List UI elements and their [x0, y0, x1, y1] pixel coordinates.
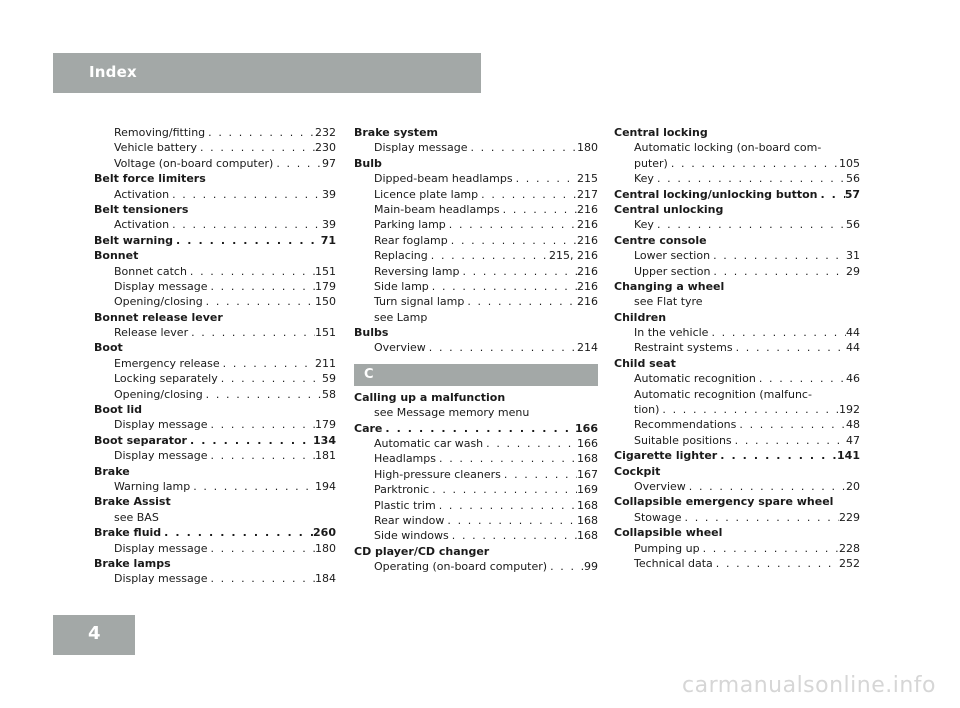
index-heading — [354, 544, 598, 559]
dot-leader — [429, 482, 577, 497]
entry-label: Technical data — [634, 556, 713, 570]
page-reference: 192 — [839, 403, 860, 417]
index-subentry — [354, 559, 598, 574]
dot-leader — [700, 541, 839, 556]
index-heading — [94, 171, 336, 186]
dot-leader — [467, 140, 577, 155]
index-subentry — [94, 125, 336, 140]
index-heading — [614, 202, 860, 217]
entry-label: Belt warning — [94, 233, 174, 247]
dot-leader — [444, 513, 577, 528]
dot-leader — [710, 264, 846, 279]
entry-label: Bonnet catch — [114, 264, 187, 278]
dot-leader — [436, 498, 577, 513]
dot-leader — [218, 371, 322, 386]
index-heading — [94, 433, 336, 448]
page-reference: 39 — [322, 218, 336, 232]
entry-label: Key — [634, 218, 654, 232]
index-subentry — [354, 436, 598, 451]
dot-leader — [220, 356, 315, 371]
entry-label: Brake Assist — [94, 495, 171, 509]
entry-label: tion) — [634, 403, 660, 417]
entry-label: Parking lamp — [374, 218, 446, 232]
page-reference: 216 — [577, 233, 598, 247]
index-heading — [94, 202, 336, 217]
page-reference: 230 — [315, 141, 336, 155]
entry-label: Automatic recognition — [634, 372, 756, 386]
index-subentry — [614, 541, 860, 556]
entry-label: Restraint systems — [634, 341, 733, 355]
index-subentry — [94, 325, 336, 340]
page-reference: 214 — [577, 341, 598, 355]
dot-leader — [429, 279, 577, 294]
page-reference: 168 — [577, 452, 598, 466]
index-heading — [614, 233, 860, 248]
page-reference: 59 — [322, 372, 336, 386]
dot-leader — [459, 264, 577, 279]
header-bar — [53, 53, 481, 93]
section-letter: C — [364, 366, 374, 382]
page-reference: 105 — [839, 156, 860, 170]
index-subentry — [614, 402, 860, 417]
dot-leader — [713, 556, 839, 571]
page-reference: 184 — [315, 572, 336, 586]
page-reference: 150 — [315, 295, 336, 309]
index-heading — [614, 448, 860, 463]
dot-leader — [736, 417, 846, 432]
index-subentry — [94, 479, 336, 494]
entry-label: puter) — [634, 156, 668, 170]
entry-label: Boot — [94, 341, 123, 355]
entry-label: Lower section — [634, 249, 711, 263]
index-subentry — [614, 140, 860, 155]
entry-label: Care — [354, 421, 383, 435]
page-reference: 141 — [837, 449, 860, 463]
dot-leader — [817, 187, 844, 202]
dot-leader — [478, 187, 577, 202]
entry-label: Brake — [94, 464, 130, 478]
entry-label: Collapsible emergency spare wheel — [614, 495, 834, 509]
page-reference: 168 — [577, 513, 598, 527]
index-subentry — [614, 556, 860, 571]
index-subentry — [614, 217, 860, 232]
index-subentry — [354, 140, 598, 155]
page-reference: 31 — [846, 249, 860, 263]
index-subentry — [94, 541, 336, 556]
entry-label: Upper section — [634, 264, 711, 278]
dot-leader — [686, 479, 846, 494]
index-subentry — [614, 156, 860, 171]
page-reference: 216 — [577, 218, 598, 232]
index-subentry — [354, 279, 598, 294]
entry-label: Headlamps — [374, 452, 436, 466]
entry-label: Central locking — [614, 126, 708, 139]
entry-label: Side windows — [374, 529, 449, 543]
index-subentry — [354, 498, 598, 513]
dot-leader — [173, 233, 321, 248]
index-subentry — [614, 264, 860, 279]
index-subentry — [354, 405, 598, 420]
section-header — [354, 364, 598, 386]
entry-label: Boot separator — [94, 433, 187, 447]
dot-leader — [654, 171, 846, 186]
page-reference: 48 — [846, 418, 860, 432]
entry-label: Bonnet — [94, 249, 139, 263]
dot-leader — [464, 294, 577, 309]
index-column-2 — [354, 125, 598, 575]
entry-label: Opening/closing — [114, 295, 203, 309]
page-reference: 228 — [839, 541, 860, 555]
index-heading — [614, 125, 860, 140]
index-subentry — [94, 217, 336, 232]
index-heading — [94, 494, 336, 509]
dot-leader — [436, 451, 577, 466]
page-reference: 217 — [577, 187, 598, 201]
page-reference: 58 — [322, 387, 336, 401]
entry-label: Rear foglamp — [374, 233, 448, 247]
entry-label: Brake fluid — [94, 526, 162, 540]
index-subentry — [354, 187, 598, 202]
dot-leader — [668, 156, 839, 171]
page-reference: 180 — [577, 141, 598, 155]
entry-label: see Message memory menu — [374, 406, 530, 420]
entry-label: Replacing — [374, 249, 428, 263]
entry-label: Display message — [114, 572, 208, 586]
entry-label: Recommendations — [634, 418, 737, 432]
index-subentry — [94, 140, 336, 155]
dot-leader — [203, 387, 322, 402]
dot-leader — [659, 402, 839, 417]
index-heading — [94, 340, 336, 355]
index-subentry — [354, 513, 598, 528]
page-reference: 57 — [844, 187, 860, 201]
watermark: carmanualsonline.info — [682, 673, 936, 698]
entry-label: Stowage — [634, 510, 682, 524]
entry-label: Side lamp — [374, 279, 429, 293]
entry-label: Bulb — [354, 156, 382, 170]
index-heading — [94, 525, 336, 540]
dot-leader — [756, 371, 846, 386]
entry-label: Collapsible wheel — [614, 526, 723, 540]
index-subentry — [94, 356, 336, 371]
index-subentry — [354, 310, 598, 325]
page-reference: 169 — [577, 483, 598, 497]
entry-label: Key — [634, 172, 654, 186]
page-reference: 167 — [577, 467, 598, 481]
index-subentry — [354, 233, 598, 248]
index-heading — [614, 464, 860, 479]
index-subentry — [354, 202, 598, 217]
dot-leader — [190, 479, 315, 494]
entry-label: Central locking/unlocking button — [614, 187, 818, 201]
page-reference: 215 — [577, 172, 598, 186]
page-reference: 47 — [846, 433, 860, 447]
page-reference: 56 — [846, 218, 860, 232]
dot-leader — [169, 187, 322, 202]
index-column-3 — [614, 125, 860, 571]
dot-leader — [483, 436, 577, 451]
entry-label: Overview — [634, 479, 686, 493]
page-reference: 216 — [577, 202, 598, 216]
index-heading — [354, 156, 598, 171]
entry-label: Automatic locking (on-board com- — [634, 141, 822, 155]
index-subentry — [94, 187, 336, 202]
index-subentry — [614, 325, 860, 340]
index-heading — [94, 402, 336, 417]
entry-label: Display message — [114, 541, 208, 555]
entry-label: Brake lamps — [94, 556, 171, 570]
page-reference: 211 — [315, 356, 336, 370]
page-reference: 179 — [315, 418, 336, 432]
entry-label: Belt force limiters — [94, 172, 206, 186]
index-subentry — [614, 417, 860, 432]
page-reference: 215, 216 — [549, 249, 598, 263]
dot-leader — [187, 433, 313, 448]
entry-label: Main-beam headlamps — [374, 202, 500, 216]
index-heading — [94, 233, 336, 248]
index-subentry — [94, 510, 336, 525]
page-reference: 166 — [575, 421, 598, 435]
dot-leader — [708, 325, 846, 340]
index-subentry — [614, 294, 860, 309]
dot-leader — [382, 421, 575, 436]
entry-label: Rear window — [374, 513, 445, 527]
page-reference: 166 — [577, 437, 598, 451]
dot-leader — [207, 541, 315, 556]
page-reference: 99 — [584, 560, 598, 574]
index-heading — [94, 248, 336, 263]
index-heading — [354, 125, 598, 140]
index-subentry — [94, 264, 336, 279]
dot-leader — [273, 156, 322, 171]
index-subentry — [94, 417, 336, 432]
page-reference: 180 — [315, 541, 336, 555]
page-reference: 44 — [846, 341, 860, 355]
entry-label: Automatic recognition (malfunc- — [634, 387, 812, 401]
page-number: 4 — [88, 623, 101, 644]
entry-label: Belt tensioners — [94, 202, 189, 216]
entry-label: Activation — [114, 187, 170, 201]
dot-leader — [500, 202, 577, 217]
entry-label: Voltage (on-board computer) — [114, 156, 274, 170]
entry-label: Pumping up — [634, 541, 700, 555]
dot-leader — [187, 264, 315, 279]
page-reference: 46 — [846, 372, 860, 386]
page-reference: 134 — [313, 433, 336, 447]
dot-leader — [682, 510, 839, 525]
page-number-tab — [53, 615, 135, 655]
index-subentry — [94, 294, 336, 309]
entry-label: Warning lamp — [114, 479, 191, 493]
page-reference: 194 — [315, 479, 336, 493]
entry-label: Bonnet release lever — [94, 310, 223, 324]
index-subentry — [354, 171, 598, 186]
page-reference: 216 — [577, 279, 598, 293]
index-heading — [94, 556, 336, 571]
dot-leader — [513, 171, 577, 186]
entry-label: Operating (on-board computer) — [374, 560, 548, 574]
entry-label: Calling up a malfunction — [354, 390, 506, 404]
index-heading — [614, 494, 860, 509]
dot-leader — [188, 325, 315, 340]
dot-leader — [207, 571, 315, 586]
dot-leader — [207, 279, 315, 294]
index-column-1 — [94, 125, 336, 587]
index-subentry — [354, 264, 598, 279]
dot-leader — [448, 233, 577, 248]
entry-label: Changing a wheel — [614, 279, 725, 293]
entry-label: Child seat — [614, 356, 676, 370]
page-reference: 252 — [839, 556, 860, 570]
page-reference: 229 — [839, 510, 860, 524]
page-reference: 181 — [315, 449, 336, 463]
entry-label: Children — [614, 310, 667, 324]
entry-label: Central unlocking — [614, 202, 724, 216]
entry-label: see Flat tyre — [634, 295, 703, 309]
dot-leader — [449, 528, 577, 543]
dot-leader — [501, 467, 577, 482]
index-subentry — [354, 467, 598, 482]
index-subentry — [354, 482, 598, 497]
index-subentry — [614, 479, 860, 494]
index-subentry — [94, 571, 336, 586]
entry-label: Centre console — [614, 233, 707, 247]
dot-leader — [205, 125, 315, 140]
page-reference: 168 — [577, 498, 598, 512]
index-heading — [354, 421, 598, 436]
entry-label: Overview — [374, 341, 426, 355]
page-reference: 179 — [315, 279, 336, 293]
page-reference: 232 — [315, 126, 336, 139]
entry-label: Boot lid — [94, 403, 143, 417]
entry-label: Removing/fitting — [114, 126, 206, 139]
entry-label: Turn signal lamp — [374, 295, 465, 309]
index-subentry — [354, 340, 598, 355]
dot-leader — [710, 248, 846, 263]
dot-leader — [197, 140, 315, 155]
dot-leader — [654, 217, 846, 232]
page-reference: 260 — [313, 526, 336, 540]
entry-label: Cockpit — [614, 464, 661, 478]
index-heading — [614, 187, 860, 202]
entry-label: Release lever — [114, 326, 189, 340]
entry-label: Licence plate lamp — [374, 187, 479, 201]
dot-leader — [717, 448, 837, 463]
dot-leader — [426, 340, 577, 355]
entry-label: Brake system — [354, 126, 438, 139]
index-subentry — [614, 171, 860, 186]
page-reference: 216 — [577, 295, 598, 309]
index-heading — [614, 279, 860, 294]
page-reference: 29 — [846, 264, 860, 278]
page-reference: 151 — [315, 264, 336, 278]
dot-leader — [732, 433, 846, 448]
index-heading — [94, 310, 336, 325]
page-reference: 44 — [846, 326, 860, 340]
dot-leader — [547, 559, 584, 574]
index-heading — [614, 310, 860, 325]
entry-label: Display message — [114, 418, 208, 432]
dot-leader — [733, 340, 846, 355]
index-subentry — [94, 448, 336, 463]
page-reference: 39 — [322, 187, 336, 201]
index-subentry — [94, 387, 336, 402]
entry-label: Reversing lamp — [374, 264, 460, 278]
dot-leader — [203, 294, 315, 309]
index-subentry — [354, 294, 598, 309]
dot-leader — [169, 217, 322, 232]
index-heading — [614, 525, 860, 540]
entry-label: Dipped-beam headlamps — [374, 172, 513, 186]
index-subentry — [94, 156, 336, 171]
index-heading — [614, 356, 860, 371]
entry-label: In the vehicle — [634, 326, 709, 340]
entry-label: Vehicle battery — [114, 141, 197, 155]
dot-leader — [428, 248, 549, 263]
index-subentry — [614, 248, 860, 263]
entry-label: Locking separately — [114, 372, 218, 386]
entry-label: Display message — [374, 141, 468, 155]
entry-label: CD player/CD changer — [354, 544, 490, 558]
index-heading — [94, 464, 336, 479]
page-reference: 151 — [315, 326, 336, 340]
index-subentry — [94, 371, 336, 386]
entry-label: Activation — [114, 218, 170, 232]
entry-label: Plastic trim — [374, 498, 436, 512]
entry-label: Cigarette lighter — [614, 449, 718, 463]
index-subentry — [614, 340, 860, 355]
entry-label: Display message — [114, 279, 208, 293]
index-subentry — [354, 217, 598, 232]
dot-leader — [207, 417, 315, 432]
page-reference: 71 — [320, 233, 336, 247]
index-heading — [354, 325, 598, 340]
entry-label: Bulbs — [354, 326, 389, 340]
dot-leader — [161, 525, 313, 540]
index-subentry — [354, 528, 598, 543]
index-subentry — [94, 279, 336, 294]
entry-label: Parktronic — [374, 483, 430, 497]
entry-label: Automatic car wash — [374, 437, 484, 451]
entry-label: see BAS — [114, 510, 159, 524]
dot-leader — [207, 448, 315, 463]
page-title: Index — [89, 63, 137, 81]
index-subentry — [614, 387, 860, 402]
index-heading — [354, 390, 598, 405]
dot-leader — [446, 217, 577, 232]
entry-label: Suitable positions — [634, 433, 732, 447]
entry-label: High-pressure cleaners — [374, 467, 501, 481]
entry-label: Opening/closing — [114, 387, 203, 401]
page-reference: 97 — [322, 156, 336, 170]
page-reference: 168 — [577, 529, 598, 543]
entry-label: see Lamp — [374, 310, 428, 324]
page-reference: 216 — [577, 264, 598, 278]
index-subentry — [614, 433, 860, 448]
page-reference: 56 — [846, 172, 860, 186]
index-subentry — [614, 510, 860, 525]
index-subentry — [354, 248, 598, 263]
entry-label: Display message — [114, 449, 208, 463]
entry-label: Emergency release — [114, 356, 220, 370]
index-subentry — [614, 371, 860, 386]
index-subentry — [354, 451, 598, 466]
page-reference: 20 — [846, 479, 860, 493]
